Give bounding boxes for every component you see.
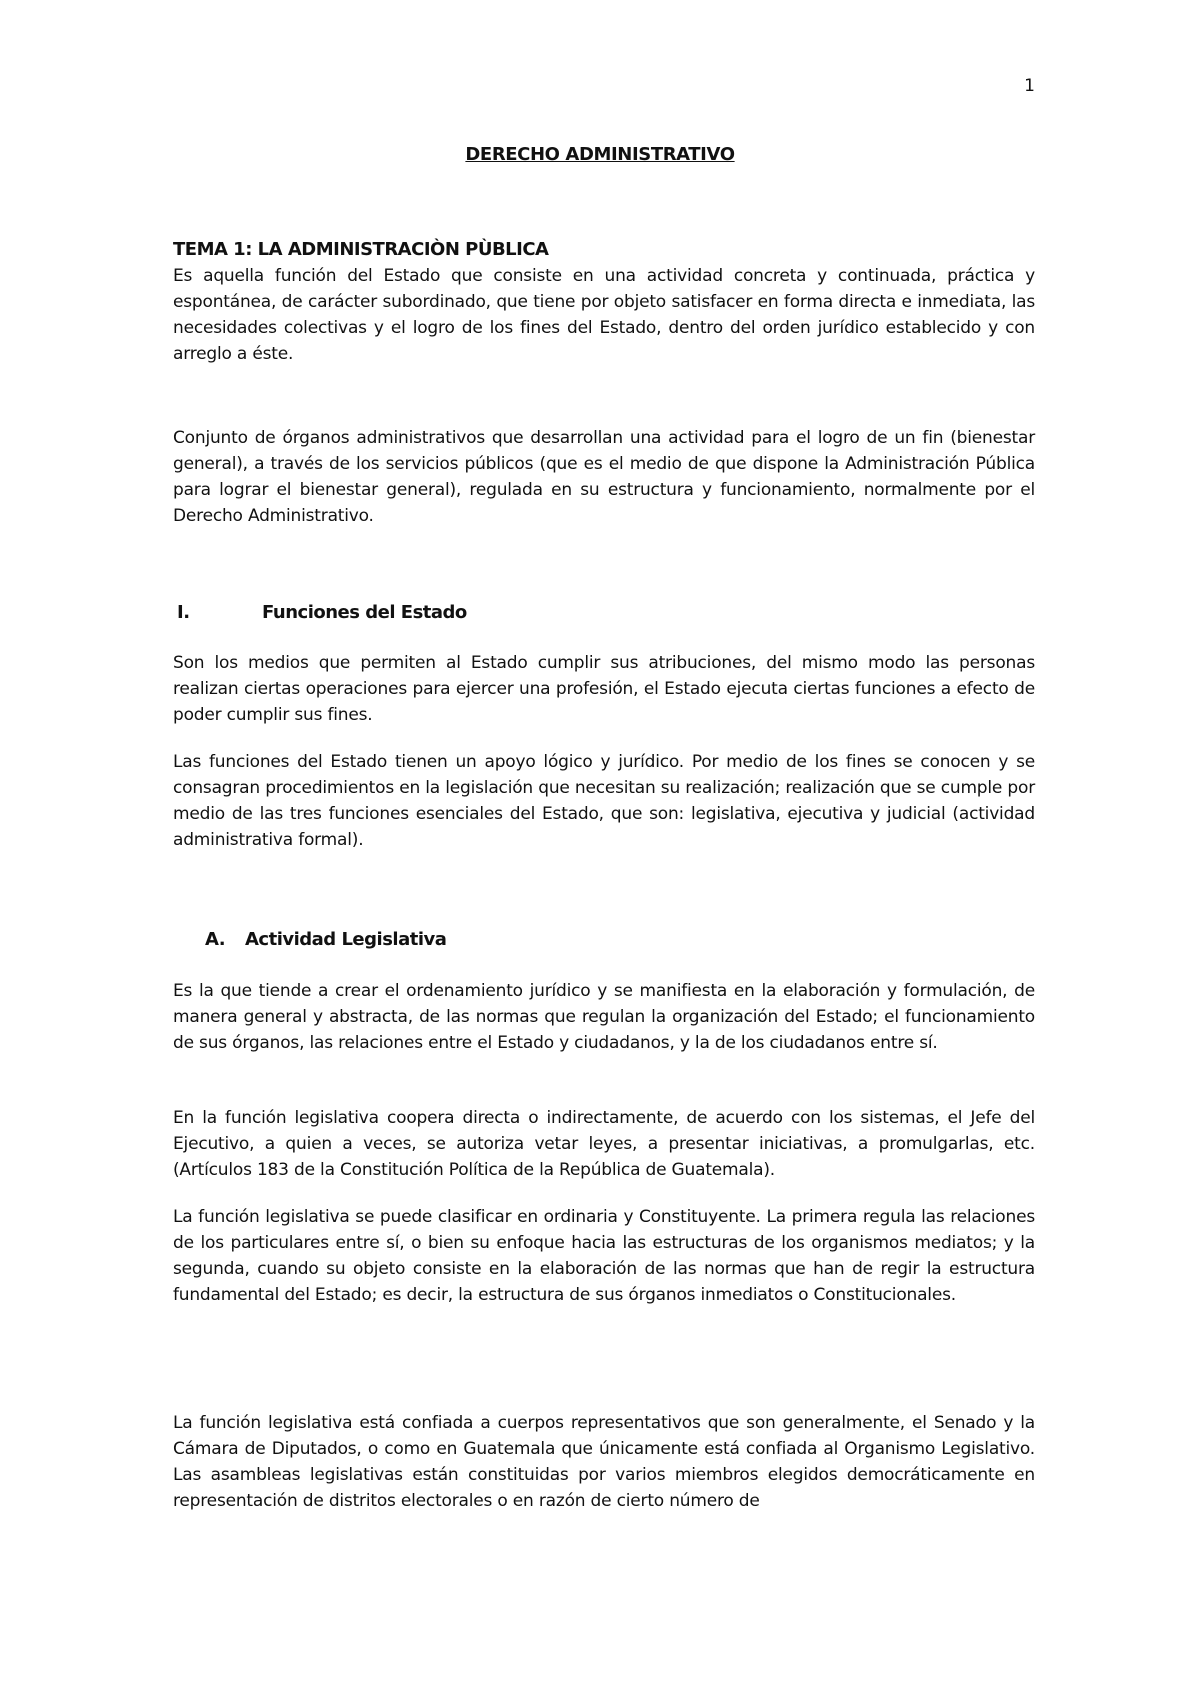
section-a-heading xyxy=(205,929,446,950)
section-a-paragraph-1: Es la que tiende a crear el ordenamiento jurídico y se manifiesta en la elaboración y formulación, de manera general y abstracta, de las normas que regulan la organización del Estado; el funcionamiento de sus órganos, las relaciones entre el Estado y ciudadanos, y la de los ciudadanos entre sí. xyxy=(173,981,1035,1053)
tema1-heading: TEMA 1: LA ADMINISTRACIÒN PÙBLICA xyxy=(173,239,549,260)
section-1-heading xyxy=(177,602,467,623)
tema1-paragraph-2-block xyxy=(173,425,1035,529)
section-a-paragraph-1-block xyxy=(173,978,1035,1056)
section-1-paragraph-2: Las funciones del Estado tienen un apoyo lógico y jurídico. Por medio de los fines se conocen y se consagran procedimientos en la legislación que necesitan su realización; realización que se cumple por medio de las tres funciones esenciales del Estado, que son: legislativa, ejecutiva y judicial (actividad administrativa formal). xyxy=(173,752,1035,850)
tema1-paragraph-1: Es aquella función del Estado que consiste en una actividad concreta y continuada, práctica y espontánea, de carácter subordinado, que tiene por objeto satisfacer en forma directa e inmediata, las necesidades colectivas y el logro de los fines del Estado, dentro del orden jurídico establecido y con arreglo a éste. xyxy=(173,266,1035,364)
section-a-paragraph-3-block xyxy=(173,1204,1035,1308)
page-number: 1 xyxy=(1024,76,1035,96)
section-1-paragraph-2-block xyxy=(173,749,1035,853)
tema1-section xyxy=(173,237,1035,367)
section-a-title: Actividad Legislativa xyxy=(245,929,447,950)
section-a-number: A. xyxy=(205,929,226,950)
section-1-title: Funciones del Estado xyxy=(262,602,467,623)
section-a-paragraph-2: En la función legislativa coopera directa o indirectamente, de acuerdo con los sistemas, el Jefe del Ejecutivo, a quien a veces, se autoriza vetar leyes, a presentar iniciativas, a promulgarlas, etc. (Artículos 183 de la Constitución Política de la República de Guatemala). xyxy=(173,1108,1035,1180)
document-title: DERECHO ADMINISTRATIVO xyxy=(465,144,735,165)
section-1-paragraph-1-block xyxy=(173,650,1035,728)
section-a-paragraph-2-block xyxy=(173,1105,1035,1183)
section-a-paragraph-4-block xyxy=(173,1410,1035,1514)
section-a-paragraph-4: La función legislativa está confiada a cuerpos representativos que son generalmente, el Senado y la Cámara de Diputados, o como en Guatemala que únicamente está confiada al Organismo Legislativo. Las asambleas legislativas están constituidas por varios miembros elegidos democráticamente en representación de distritos electorales o en razón de cierto número de xyxy=(173,1413,1035,1511)
tema1-paragraph-2: Conjunto de órganos administrativos que desarrollan una actividad para el logro de un fin (bienestar general), a través de los servicios públicos (que es el medio de que dispone la Administración Pública para lograr el bienestar general), regulada en su estructura y funcionamiento, normalmente por el Derecho Administrativo. xyxy=(173,428,1035,526)
section-1-paragraph-1: Son los medios que permiten al Estado cumplir sus atribuciones, del mismo modo las personas realizan ciertas operaciones para ejercer una profesión, el Estado ejecuta ciertas funciones a efecto de poder cumplir sus fines. xyxy=(173,653,1035,725)
section-1-number: I. xyxy=(177,602,190,623)
section-a-paragraph-3: La función legislativa se puede clasificar en ordinaria y Constituyente. La primera regula las relaciones de los particulares entre sí, o bien su enfoque hacia las estructuras de los organismos mediatos; y la segunda, cuando su objeto consiste en la elaboración de las normas que han de regir la estructura fundamental del Estado; es decir, la estructura de sus órganos inmediatos o Constitucionales. xyxy=(173,1207,1035,1305)
